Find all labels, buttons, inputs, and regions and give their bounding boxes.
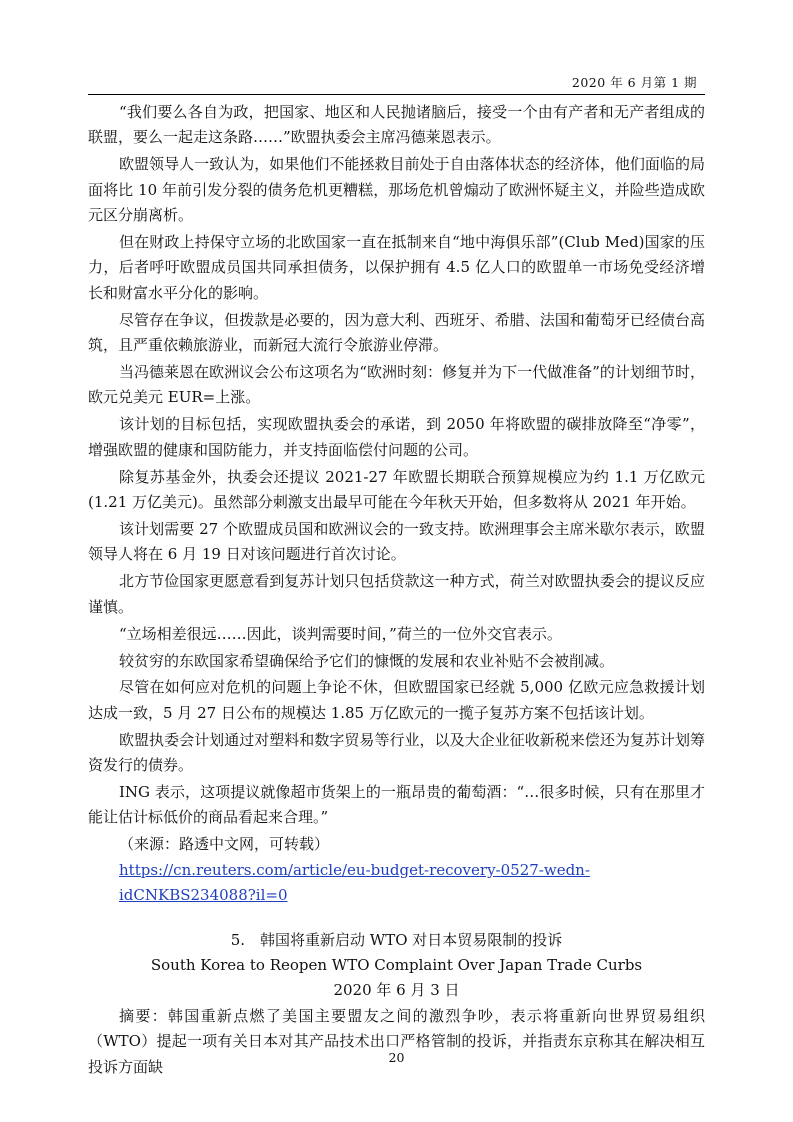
paragraph: “立场相差很远……因此，谈判需要时间，”荷兰的一位外交官表示。 [119, 624, 562, 643]
paragraph: 尽管在如何应对危机的问题上争论不休，但欧盟国家已经就 5,000 亿欧元应急救援计划达成一致，5 月 27 日公布的规模达 1.85 万亿欧元的一揽子复苏方案不包括该计划。 [88, 678, 705, 722]
section-title-english: South Korea to Reopen WTO Complaint Over Japan Trade Curbs [150, 956, 643, 974]
paragraph: 较贫穷的东欧国家希望确保给予它们的慷慨的发展和农业补贴不会被削减。 [119, 651, 615, 670]
spacer [88, 909, 705, 928]
header-divider [88, 94, 705, 95]
source-link-line [88, 858, 705, 909]
source-link[interactable]: https://cn.reuters.com/article/eu-budget-recovery-0527-wedn-idCNKBS234088?il=0 [119, 860, 590, 905]
page-number: 20 [388, 1050, 405, 1065]
paragraph: 北方节俭国家更愿意看到复苏计划只包括贷款这一种方式，荷兰对欧盟执委会的提议反应谨慎。 [88, 572, 705, 616]
paragraph: ING 表示，这项提议就像超市货架上的一瓶昂贵的葡萄酒：“…很多时候，只有在那里才能让估计标低价的商品看起来合理。” [88, 783, 705, 827]
section-date: 2020 年 6 月 3 日 [333, 981, 460, 1000]
issue-label: 2020 年 6 月第 1 期 [571, 75, 697, 90]
section-title: 5. 韩国将重新启动 WTO 对日本贸易限制的投诉 [230, 930, 563, 949]
source-note: （来源：路透中文网，可转载） [119, 835, 330, 854]
paragraph: 欧盟执委会计划通过对塑料和数字贸易等行业，以及大企业征收新税来偿还为复苏计划筹资发行的债券。 [88, 730, 705, 775]
article-body [88, 100, 705, 1080]
paragraph: 尽管存在争议，但拨款是必要的，因为意大利、西班牙、希腊、法国和葡萄牙已经债台高筑，且严重依赖旅游业，而新冠大流行令旅游业停滞。 [88, 310, 705, 355]
paragraph: 当冯德莱恩在欧洲议会公布这项名为“欧洲时刻：修复并为下一代做准备”的计划细节时，欧元兑美元 EUR=上涨。 [88, 363, 705, 407]
paragraph: 欧盟领导人一致认为，如果他们不能拯救目前处于自由落体状态的经济体，他们面临的局面将比 10 年前引发分裂的债务危机更糟糕，那场危机曾煽动了欧洲怀疑主义，并险些造成欧元区分崩离析。 [88, 155, 705, 225]
section-summary: 摘要：韩国重新点燃了美国主要盟友之间的激烈争吵，表示将重新向世界贸易组织（WTO）提起一项有关日本对其产品技术出口严格管制的投诉，并指责东京称其在解决相互投诉方面缺 [88, 1006, 705, 1076]
paragraph: 除复苏基金外，执委会还提议 2021-27 年欧盟长期联合预算规模应为约 1.1 万亿欧元(1.21 万亿美元)。虽然部分刺激支出最早可能在今年秋天开始，但多数将从 2021 年开始。 [88, 467, 705, 512]
paragraph: “我们要么各自为政，把国家、地区和人民抛诸脑后，接受一个由有产者和无产者组成的联盟，要么一起走这条路……”欧盟执委会主席冯德莱恩表示。 [88, 103, 705, 147]
paragraph: 但在财政上持保守立场的北欧国家一直在抵制来自“地中海俱乐部”(Club Med)国家的压力，后者呼吁欧盟成员国共同承担债务，以保护拥有 4.5 亿人口的欧盟单一市场免受经济增长和财富水平分化的影响。 [88, 233, 705, 302]
paragraph: 该计划的目标包括，实现欧盟执委会的承诺，到 2050 年将欧盟的碳排放降至“净零”，增强欧盟的健康和国防能力，并支持面临偿付问题的公司。 [88, 415, 705, 459]
paragraph: 该计划需要 27 个欧盟成员国和欧洲议会的一致支持。欧洲理事会主席米歇尔表示，欧盟领导人将在 6 月 19 日对该问题进行首次讨论。 [88, 520, 705, 564]
